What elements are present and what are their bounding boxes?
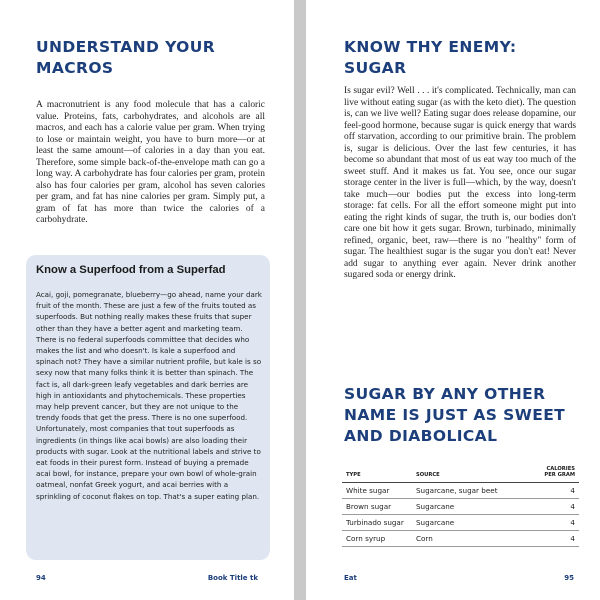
left-title-line-2: MACROS xyxy=(36,59,114,77)
cell-source: Corn xyxy=(412,531,508,547)
sugar-table-section-title xyxy=(344,384,565,447)
left-page xyxy=(0,0,294,600)
table-row xyxy=(342,499,579,515)
spread-gutter xyxy=(294,0,306,600)
right-body-text: Is sugar evil? Well . . . it's complicated. Technically, man can live without eating sugar (as with the keto diet). The question is, can we live well? Eating sugar does release dopamine, our feel-good hormone, because sugar is quick energy that wards off starvation, according to our primitive brain. The problem is, sugar is delicious. Over the last few centuries, it has become so abundant that most of us eat way too much of the sweet stuff. And it makes us fat. You see, once our sugar storage center in the liver is full—which, by the way, doesn't take much—our bodies put the excess into long-term storage: fat cells. For all the effort someone might put into eating the right kinds of sugar, the truth is, our bodies don't care one bit how it gets sugar. Brown, turbinado, minimally refined, organic, beet, raw—there is no "healthy" form of sugar. The healthiest sugar is the sugar you don't eat! Never add sugar to anything ever again. Never drink another sugared soda or energy drink. xyxy=(344,86,576,280)
cell-calories: 4 xyxy=(508,499,579,515)
right-title-line-2: SUGAR xyxy=(344,59,407,77)
cell-source: Sugarcane xyxy=(412,499,508,515)
superfood-sidebar xyxy=(26,255,270,560)
cell-source: Sugarcane xyxy=(412,515,508,531)
cell-calories: 4 xyxy=(508,515,579,531)
table-row xyxy=(342,531,579,547)
right-page-number: 95 xyxy=(564,574,574,582)
right-title-line-1: KNOW THY ENEMY: xyxy=(344,38,517,56)
sidebar-body: Acai, goji, pomegranate, blueberry—go ahead, name your dark fruit of the month. These are just a few of the fruits touted as superfoods. But nothing really makes these fruits that super other than they have a better agent and marketing team. There is no federal superfoods committee that decides who makes the list and who doesn't. Is kale a superfood and spinach not? They have a similar nutrient profile, but kale is so sexy now that many folks think it is better than spinach. The fact is, all dark-green leafy vegetables and dark berries are high in antioxidants and phytochemicals. These properties may help prevent cancer, but they are not unique to the trendy foods that get the press. There is no one superfood. Unfortunately, most companies that tout superfoods as ingredients (in things like acai bowls) are also loading their products with sugar. Look at the nutritional labels and strive to eat foods in their purest form. Instead of buying a premade acai bowl, for instance, prepare your own bowl of whole-grain oatmeal, nonfat Greek yogurt, and acai berries with a sprinkling of coconut flakes on top. That's a super eating plan. xyxy=(36,290,262,501)
left-running-footer: Book Title tk xyxy=(207,574,258,582)
left-body-text: A macronutrient is any food molecule that has a caloric value. Proteins, fats, carbohydrates, and alcohols are all macros, and each has a calorie value per gram. When trying to lose or maintain weight, you have to burn more—or at least the same amount—of calories in a day than you eat. Therefore, some simple back-of-the-envelope math can go a long way. A carbohydrate has four calories per gram, protein also has four calories per gram, alcohol has seven calories per gram, and fat has nine calories per gram. Simply put, a gram of fat has more than twice the calories of a carbohydrate. xyxy=(36,100,265,225)
cell-type: Turbinado sugar xyxy=(342,515,412,531)
header-calories-line-2: PER GRAM xyxy=(544,472,575,478)
section-title-line-2: NAME IS JUST AS SWEET xyxy=(344,406,566,424)
table-header-row xyxy=(342,458,579,483)
section-title-line-1: SUGAR BY ANY OTHER xyxy=(344,385,546,403)
cell-type: White sugar xyxy=(342,483,412,499)
header-type: TYPE xyxy=(342,458,412,483)
table-row xyxy=(342,483,579,499)
table-row xyxy=(342,515,579,531)
cell-type: Brown sugar xyxy=(342,499,412,515)
header-calories-line-1: CALORIES xyxy=(546,466,575,472)
cell-calories: 4 xyxy=(508,483,579,499)
section-title-line-3: AND DIABOLICAL xyxy=(344,427,498,445)
right-page-title xyxy=(344,37,516,79)
right-page xyxy=(306,0,600,600)
sidebar-title: Know a Superfood from a Superfad xyxy=(36,264,226,276)
cell-type: Corn syrup xyxy=(342,531,412,547)
cell-calories: 4 xyxy=(508,531,579,547)
header-source: SOURCE xyxy=(412,458,508,483)
sugar-table xyxy=(342,458,579,547)
right-running-footer: Eat xyxy=(344,574,357,582)
left-page-number: 94 xyxy=(36,574,46,582)
left-page-title xyxy=(36,37,215,79)
left-title-line-1: UNDERSTAND YOUR xyxy=(36,38,216,56)
cell-source: Sugarcane, sugar beet xyxy=(412,483,508,499)
header-calories xyxy=(508,458,579,483)
